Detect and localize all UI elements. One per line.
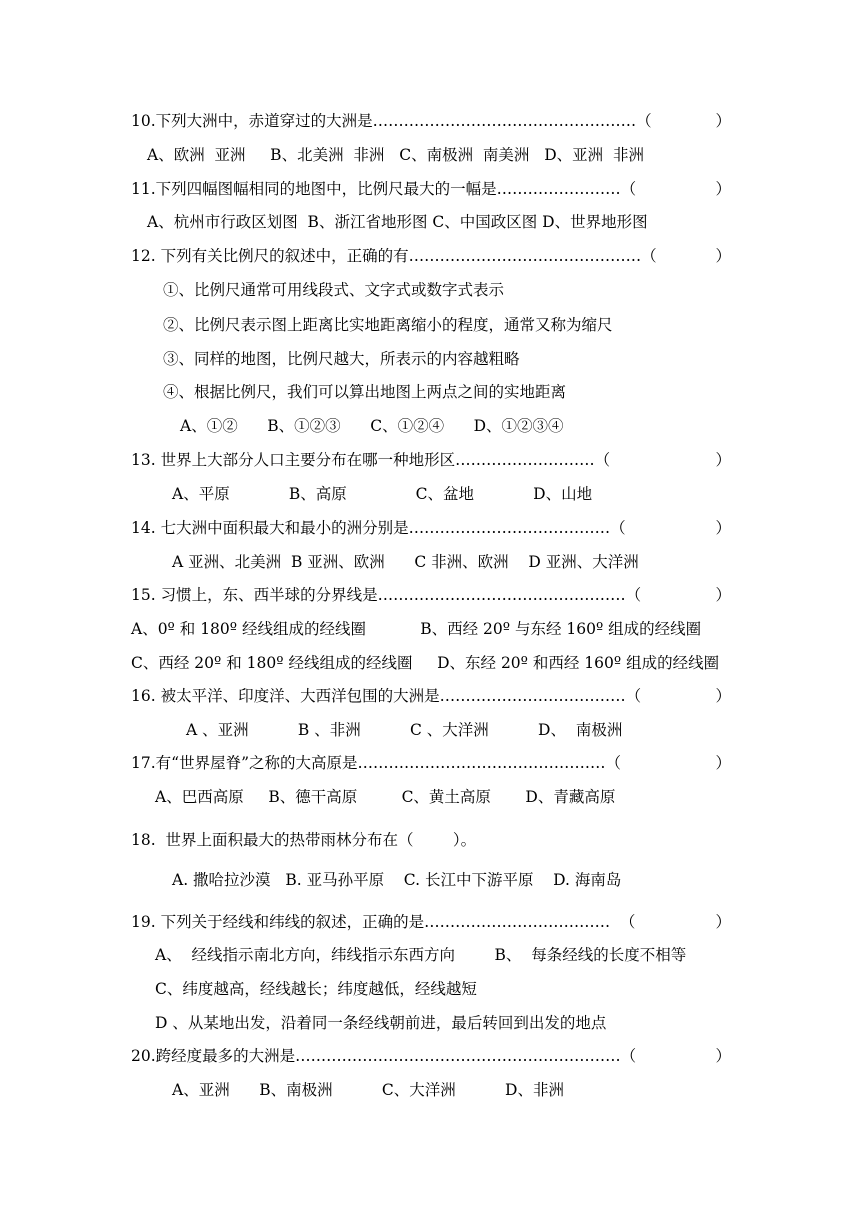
question-11-options: A、杭州市行政区划图 B、浙江省地形图 C、中国政区图 D、世界地形图 (147, 213, 648, 231)
question-14-stem-line (131, 518, 731, 538)
question-14-stem: 14. 七大洲中面积最大和最小的洲分别是…………………………………（ (131, 519, 626, 537)
question-10-paren: ） (715, 112, 731, 130)
question-16-stem-line (131, 686, 731, 706)
question-17-options: A、巴西高原 B、德干高原 C、黄土高原 D、青藏高原 (155, 788, 616, 806)
question-10-stem-line (131, 111, 731, 131)
question-10-stem: 10.下列大洲中，赤道穿过的大洲是……………………………………………（ (131, 112, 652, 130)
question-16-options: A 、亚洲 B 、非洲 C 、大洋洲 D、 南极洲 (186, 721, 623, 739)
question-15-stem-line (131, 585, 731, 605)
question-19-paren: ） (715, 913, 731, 931)
question-12-options: A、①② B、①②③ C、①②④ D、①②③④ (180, 417, 564, 435)
question-18-options: A. 撒哈拉沙漠 B. 亚马孙平原 C. 长江中下游平原 D. 海南岛 (172, 871, 622, 889)
question-20-options: A、亚洲 B、南极洲 C、大洋洲 D、非洲 (172, 1081, 564, 1099)
question-17-stem-line (131, 753, 731, 773)
question-10-options: A、欧洲 亚洲 B、北美洲 非洲 C、南极洲 南美洲 D、亚洲 非洲 (147, 146, 644, 164)
question-15-options-line-2: C、西经 20º 和 180º 经线组成的经线圈 D、东经 20º 和西经 160º 组成的经线圈 (131, 654, 720, 672)
question-16-stem: 16. 被太平洋、印度洋、大西洋包围的大洲是………………………………（ (131, 687, 642, 705)
question-17-stem: 17.有“世界屋脊”之称的大高原是…………………………………………（ (131, 754, 621, 772)
question-11-stem-line (131, 179, 731, 199)
question-13-stem-line (131, 450, 731, 470)
question-12-paren: ） (715, 247, 731, 265)
question-18-stem: 18. 世界上面积最大的热带雨林分布在（ ）。 (131, 831, 477, 849)
question-15-options-line-1: A、0º 和 180º 经线组成的经线圈 B、西经 20º 与东经 160º 组成的经线圈 (131, 620, 702, 638)
question-13-paren: ） (715, 451, 731, 469)
question-19-options-line-3: D 、从某地出发，沿着同一条经线朝前进，最后转回到出发的地点 (155, 1014, 607, 1032)
question-19-options-line-1: A、 经线指示南北方向，纬线指示东西方向 B、 每条经线的长度不相等 (155, 946, 687, 964)
question-14-paren: ） (715, 519, 731, 537)
question-11-paren: ） (715, 180, 731, 198)
question-17-paren: ） (715, 754, 731, 772)
question-16-paren: ） (715, 687, 731, 705)
question-20-stem-line (131, 1046, 731, 1066)
question-11-stem: 11.下列四幅图幅相同的地图中，比例尺最大的一幅是……………………（ (131, 180, 637, 198)
question-12-stem-line (131, 246, 731, 266)
question-15-paren: ） (715, 586, 731, 604)
question-19-options-line-2: C、纬度越高，经线越长；纬度越低，经线越短 (155, 980, 477, 998)
question-13-options: A、平原 B、高原 C、盆地 D、山地 (172, 485, 593, 503)
question-12-statement-2: ②、比例尺表示图上距离比实地距离缩小的程度，通常又称为缩尺 (163, 316, 613, 334)
question-12-statement-1: ①、比例尺通常可用线段式、文字式或数字式表示 (163, 281, 505, 299)
question-19-stem-line (131, 912, 731, 932)
question-12-statement-3: ③、同样的地图，比例尺越大，所表示的内容越粗略 (163, 350, 520, 368)
question-19-stem: 19. 下列关于经线和纬线的叙述，正确的是……………………………… （ (131, 913, 636, 931)
question-15-stem: 15. 习惯上，东、西半球的分界线是…………………………………………（ (131, 586, 642, 604)
question-20-stem: 20.跨经度最多的大洲是………………………………………………………（ (131, 1047, 637, 1065)
question-12-stem: 12. 下列有关比例尺的叙述中，正确的有………………………………………（ (131, 247, 657, 265)
question-12-statement-4: ④、根据比例尺，我们可以算出地图上两点之间的实地距离 (163, 383, 567, 401)
question-14-options: A 亚洲、北美洲 B 亚洲、欧洲 C 非洲、欧洲 D 亚洲、大洋洲 (172, 553, 639, 571)
question-13-stem: 13. 世界上大部分人口主要分布在哪一种地形区………………………（ (131, 451, 611, 469)
question-20-paren: ） (715, 1047, 731, 1065)
